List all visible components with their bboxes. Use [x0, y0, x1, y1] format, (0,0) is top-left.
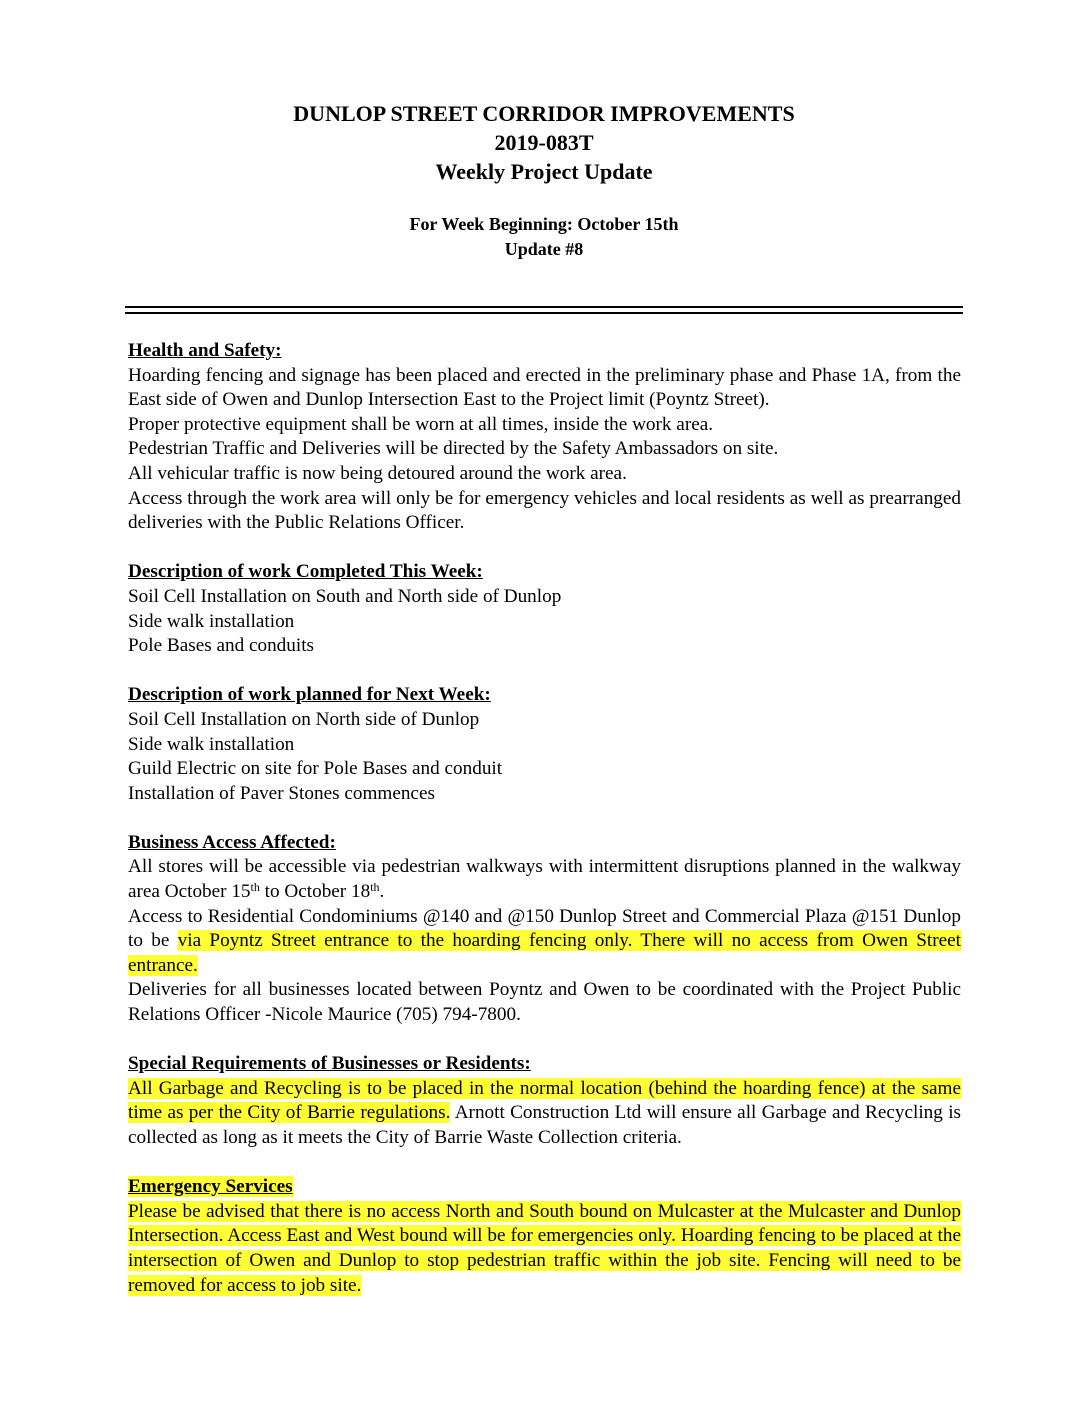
document-subtitle — [0, 212, 1088, 262]
section-health-safety — [128, 339, 961, 536]
paragraph — [128, 905, 961, 979]
text-run: . — [379, 881, 385, 903]
section-heading: Description of work Completed This Week: — [128, 561, 483, 583]
text-run: All stores will be accessible via pedestrian walkways with intermittent disruptions planned in the walkway area October 15 — [128, 856, 961, 903]
highlighted-text: Please be advised that there is no access North and South bound on Mulcaster at the Mulcaster and Dunlop Intersection. Access East and West bound will be for emergencies only. Hoarding fencing to be placed at the intersection of Owen and Dunlop to stop pedestrian traffic within the job site. Fencing will need to be removed for access to job site. — [128, 1200, 961, 1296]
list-item: Soil Cell Installation on North side of Dunlop — [128, 708, 480, 730]
superscript: th — [370, 880, 380, 895]
section-business-access — [128, 831, 961, 1028]
paragraph: Pedestrian Traffic and Deliveries will be directed by the Safety Ambassadors on site. — [128, 438, 779, 460]
list-item: Soil Cell Installation on South and North side of Dunlop — [128, 585, 562, 607]
highlighted-text: All Garbage and Recycling is to be placed in the normal location (behind the hoarding fence) at the same time as per the City of Barrie regulations. — [128, 1077, 961, 1124]
section-heading: Description of work planned for Next Week: — [128, 684, 491, 706]
paragraph — [128, 855, 961, 904]
text-run: Access to Residential Condominiums @140 and @150 Dunlop Street and Commercial Plaza @151 Dunlop to be — [128, 905, 961, 952]
paragraph: Proper protective equipment shall be worn at all times, inside the work area. — [128, 413, 714, 435]
text-run: to October 18 — [259, 881, 371, 903]
document-title — [0, 99, 1088, 186]
title-line-1: DUNLOP STREET CORRIDOR IMPROVEMENTS — [293, 101, 795, 126]
paragraph — [128, 1077, 961, 1151]
section-special-requirements — [128, 1052, 961, 1150]
section-work-completed — [128, 560, 961, 658]
list-item: Side walk installation — [128, 733, 295, 755]
update-number: Update #8 — [504, 239, 584, 259]
section-heading: Special Requirements of Businesses or Residents: — [128, 1053, 531, 1075]
highlighted-text: via Poyntz Street entrance to the hoarding fencing only. There will no access from Owen Street entrance. — [128, 930, 961, 976]
paragraph: Access through the work area will only be for emergency vehicles and local residents as well as prearranged deliveries with the Public Relations Officer. — [128, 487, 961, 534]
double-rule-divider — [125, 306, 963, 314]
paragraph: All vehicular traffic is now being detoured around the work area. — [128, 462, 627, 484]
list-item: Pole Bases and conduits — [128, 635, 314, 657]
document-body — [128, 339, 961, 1323]
paragraph: Hoarding fencing and signage has been placed and erected in the preliminary phase and Phase 1A, from the East side of Owen and Dunlop Intersection East to the Project limit (Poyntz Street). — [128, 364, 961, 411]
title-line-3: Weekly Project Update — [435, 159, 653, 184]
section-heading-wrapper — [128, 1175, 961, 1200]
paragraph: Deliveries for all businesses located between Poyntz and Owen to be coordinated with the Project Public Relations Officer -Nicole Maurice (705) 794-7800. — [128, 979, 961, 1026]
title-line-2: 2019-083T — [494, 130, 594, 155]
section-emergency-services — [128, 1175, 961, 1298]
list-item: Guild Electric on site for Pole Bases and conduit — [128, 758, 503, 780]
section-work-planned — [128, 683, 961, 806]
text-run: Arnott Construction Ltd will ensure all Garbage and Recycling is collected as long as it meets the City of Barrie Waste Collection criteria. — [128, 1102, 961, 1148]
superscript: th — [250, 880, 260, 895]
list-item: Installation of Paver Stones commences — [128, 782, 435, 804]
list-item: Side walk installation — [128, 610, 295, 632]
section-heading: Health and Safety: — [128, 340, 282, 361]
section-heading: Emergency Services — [128, 1176, 293, 1198]
paragraph — [128, 1200, 961, 1298]
section-heading: Business Access Affected: — [128, 831, 336, 853]
week-beginning: For Week Beginning: October 15th — [409, 214, 679, 234]
